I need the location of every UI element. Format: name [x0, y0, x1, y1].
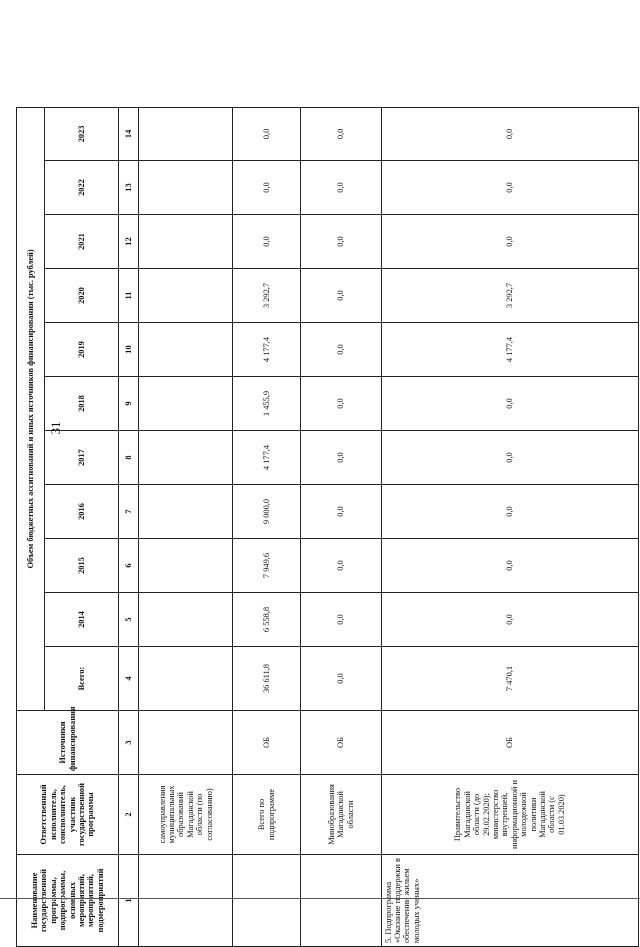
column-number: 11: [119, 269, 139, 323]
header-year: 2020: [45, 269, 119, 323]
column-number: 5: [119, 593, 139, 647]
cell-value: 0,0: [301, 647, 381, 711]
cell-value: 0,0: [381, 485, 638, 539]
column-number: 14: [119, 107, 139, 160]
cell-executor: Минобразования Магаданской области: [301, 775, 381, 855]
cell-value: 4 177,4: [233, 431, 301, 485]
financing-table: [16, 107, 639, 947]
header-year: 2018: [45, 377, 119, 431]
cell-source: [139, 711, 233, 775]
cell-value: 3 292,7: [381, 269, 638, 323]
cell-value: [139, 377, 233, 431]
cell-value: 0,0: [301, 539, 381, 593]
cell-executor: Правительство Магаданской области (до 29.02.2020); министерство внутренней, информационной и молодежной политики Магаданской области (с 01.03.2020): [381, 775, 638, 855]
page-bottom-rule: [0, 898, 640, 899]
header-year: 2022: [45, 161, 119, 215]
cell-source: ОБ: [381, 711, 638, 775]
cell-value: [139, 539, 233, 593]
cell-value: 1 455,9: [233, 377, 301, 431]
header-year: 2015: [45, 539, 119, 593]
column-number: 2: [119, 775, 139, 855]
header-row-group: [17, 107, 45, 946]
header-year: 2021: [45, 215, 119, 269]
rotated-table-container: [16, 108, 639, 947]
cell-value: 36 611,8: [233, 647, 301, 711]
header-year: 2017: [45, 431, 119, 485]
cell-value: 0,0: [301, 269, 381, 323]
cell-value: 0,0: [301, 431, 381, 485]
table-row: [233, 107, 301, 946]
header-year: 2016: [45, 485, 119, 539]
cell-value: 0,0: [301, 593, 381, 647]
cell-value: [139, 323, 233, 377]
cell-source: ОБ: [233, 711, 301, 775]
column-number: 4: [119, 647, 139, 711]
column-number: 9: [119, 377, 139, 431]
cell-value: 9 000,0: [233, 485, 301, 539]
header-col3: Источники финансирования: [17, 711, 119, 775]
cell-value: 0,0: [301, 485, 381, 539]
cell-value: [139, 485, 233, 539]
cell-value: 0,0: [381, 431, 638, 485]
cell-program-name: [233, 855, 301, 947]
cell-value: [139, 647, 233, 711]
cell-value: 0,0: [233, 107, 301, 160]
column-number: 3: [119, 711, 139, 775]
header-year: 2014: [45, 593, 119, 647]
cell-value: 0,0: [301, 215, 381, 269]
cell-value: 0,0: [233, 215, 301, 269]
cell-value: 0,0: [381, 161, 638, 215]
cell-program-name: [301, 855, 381, 947]
cell-value: 0,0: [381, 215, 638, 269]
column-number: 8: [119, 431, 139, 485]
table-row: [381, 107, 638, 946]
cell-value: 0,0: [381, 593, 638, 647]
header-col2: Ответственный исполнитель, соисполнитель, участник государственной программы: [17, 775, 119, 855]
page-number: 31: [48, 421, 63, 435]
column-number: 12: [119, 215, 139, 269]
header-year: 2023: [45, 107, 119, 160]
cell-value: [139, 593, 233, 647]
cell-value: 4 177,4: [381, 323, 638, 377]
cell-program-name: 5. Подпрограмма «Оказание поддержки в обеспечении жильем молодых ученых»: [381, 855, 638, 947]
cell-source: ОБ: [301, 711, 381, 775]
cell-value: 3 292,7: [233, 269, 301, 323]
cell-value: 0,0: [301, 323, 381, 377]
table-row: [301, 107, 381, 946]
table-row: [139, 107, 233, 946]
cell-value: 0,0: [301, 107, 381, 160]
cell-program-name: [139, 855, 233, 947]
cell-value: 7 470,1: [381, 647, 638, 711]
cell-value: 4 177,4: [233, 323, 301, 377]
column-number-row: [119, 107, 139, 946]
header-col1: Наименование государственной программы, подпрограммы, основных мероприятий, мероприятий, подмероприятий: [17, 855, 119, 947]
cell-value: [139, 215, 233, 269]
cell-value: 0,0: [381, 377, 638, 431]
column-number: 10: [119, 323, 139, 377]
cell-value: 0,0: [301, 377, 381, 431]
cell-value: [139, 431, 233, 485]
column-number: 13: [119, 161, 139, 215]
header-year: 2019: [45, 323, 119, 377]
column-number: 7: [119, 485, 139, 539]
cell-value: 0,0: [301, 161, 381, 215]
cell-value: [139, 269, 233, 323]
cell-value: [139, 161, 233, 215]
cell-executor: самоуправления муниципальных образований Магаданской области (по согласованию): [139, 775, 233, 855]
column-number: 1: [119, 855, 139, 947]
header-financing-group: Объем бюджетных ассигнований и иных источников финансирования (тыс. рублей): [17, 107, 45, 710]
cell-value: [139, 107, 233, 160]
cell-value: 0,0: [381, 539, 638, 593]
cell-value: 6 558,8: [233, 593, 301, 647]
cell-value: 0,0: [233, 161, 301, 215]
cell-value: 0,0: [381, 107, 638, 160]
cell-executor: Всего по подпрограмме: [233, 775, 301, 855]
column-number: 6: [119, 539, 139, 593]
header-total: Всего:: [45, 647, 119, 711]
cell-value: 7 949,6: [233, 539, 301, 593]
